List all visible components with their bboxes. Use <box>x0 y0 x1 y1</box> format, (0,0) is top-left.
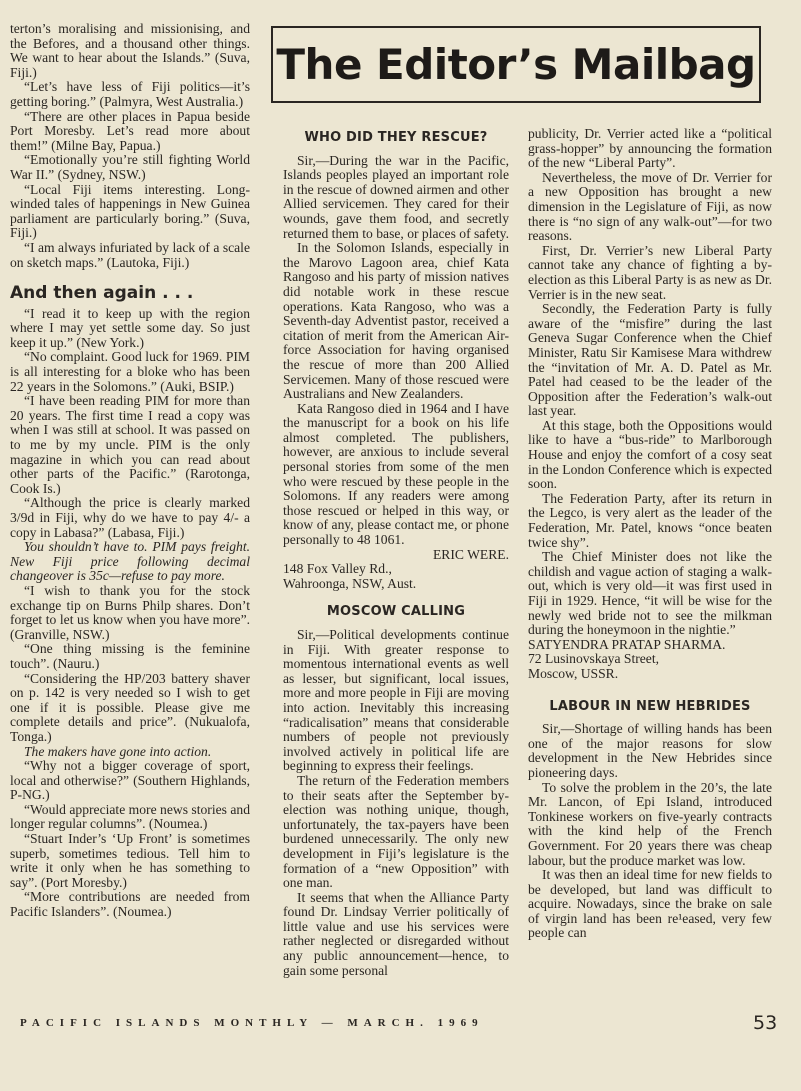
letter-heading-moscow-calling: MOSCOW CALLING <box>326 604 466 620</box>
paragraph: You shouldn’t have to. PIM pays freight. New Fiji price following decimal changeover is 35c—refuse to pay more. <box>10 539 250 584</box>
paragraph: First, Dr. Verrier’s new Liberal Party cannot take any chance of fighting a by-election as this Liberal Party is as new as Dr. Verrier is in the new seat. <box>528 242 772 302</box>
letter-signature: SATYENDRA PRATAP SHARMA. <box>528 636 726 652</box>
paragraph: Sir,—Shortage of willing hands has been one of the major reasons for slow development in the New Hebrides since pioneering days. <box>528 721 772 780</box>
paragraph: It seems that when the Alliance Party found Dr. Lindsay Verrier politically of little value and use his services were rather neglected or disregarded without any public announcement—hence, to gain some personal <box>283 889 509 978</box>
paragraph: “I read it to keep up with the region where I may yet settle some day. So just keep it up.” (New York.) <box>10 305 250 350</box>
paragraph: “No complaint. Good luck for 1969. PIM is all interesting for a bloke who has been 22 years in the Solomons.” (Auki, BSIP.) <box>10 349 250 394</box>
paragraph: The Federation Party, after its return in the Legco, is very alert as the leader of the Federation, Mr. Patel, knows “once beaten twice shy”. <box>528 490 772 550</box>
letter-body-labour <box>528 722 772 941</box>
paragraph: “More contributions are needed from Pacific Islanders”. (Noumea.) <box>10 889 250 920</box>
paragraph: In the Solomon Islands, especially in the Marovo Lagoon area, chief Kata Rangoso and his party of mission natives did notable work in these rescue operations. Kata Rangoso, who was a Seventh-day Adventist pastor, received a citation of merit from the American Air-force Association for having organised the rescue of more than 200 Allied Servicemen. Many of those rescued were Australians and New Zealanders. <box>283 240 509 402</box>
paragraph: It was then an ideal time for new fields to be developed, but land was difficult to acquire. Nowadays, since the brake on sale of virgin land has been re¹eased, very few people can <box>528 867 772 941</box>
page-number: 53 <box>753 1012 778 1034</box>
paragraph: publicity, Dr. Verrier acted like a “political grass-hopper” by announcing the formation of the new “Liberal Party”. <box>528 126 772 171</box>
paragraph: “One thing missing is the feminine touch”. (Nauru.) <box>10 641 250 671</box>
paragraph: Nevertheless, the move of Dr. Verrier for a new Opposition has brought a new dimension in the Legislature of Fiji, as now there is “no sign of any walk-out”—for two reasons. <box>528 169 772 244</box>
paragraph: “Local Fiji items interesting. Long-winded tales of happenings in New Guinea parliament are particularly boring.” (Suva, Fiji.) <box>10 181 250 241</box>
paragraph: Secondly, the Federation Party is fully aware of the “misfire” during the last Geneva Sugar Conference when the Chief Minister, Ratu Sir Kamisese Mara withdrew the “invitation of Mr. A. D. Patel as Mr. Patel had ceased to be the leader of the Opposition after the Federation’s walk-out last year. <box>528 301 772 419</box>
paragraph: Sir,—Political developments continue in Fiji. With greater response to momentous international events as well as lesser, but significant, local issues, more and more people in Fiji are moving into action. Inevitably this increasing “radicalisation” means that considerable numbers of people not previously involved actively in political life are beginning to express their feelings. <box>283 627 509 774</box>
paragraph: “Emotionally you’re still fighting World War II.” (Sydney, NSW.) <box>10 152 250 182</box>
letter-heading-who-did-they-rescue: WHO DID THEY RESCUE? <box>304 130 488 145</box>
letter-body-moscow <box>283 628 509 978</box>
paragraph: “Why not a bigger coverage of sport, local and otherwise?” (Southern Highlands, P-NG.) <box>10 758 250 803</box>
letter-heading-labour-in-new-hebrides: LABOUR IN NEW HEBRIDES <box>549 698 751 714</box>
letter-address-line: Moscow, USSR. <box>528 665 619 681</box>
paragraph: “Let’s have less of Fiji politics—it’s getting boring.” (Palmyra, West Australia.) <box>10 79 250 109</box>
paragraph: To solve the problem in the 20’s, the late Mr. Lancon, of Epi Island, introduced Tonkinese workers on five-yearly contracts with the kind help of the French Government. For 20 years there was cheap labour, but the produce market was low. <box>528 779 772 868</box>
paragraph: The return of the Federation members to their seats after the September by-election was nothing unique, though, unfortunately, the tax-payers have been burdened unnecessarily. The only new development in Fiji’s legislature is the formation of a “new Opposition” with one man. <box>283 772 509 891</box>
paragraph: “Stuart Inder’s ‘Up Front’ is sometimes superb, sometimes tedious. Tell him to write it only when he has something to say”. (Port Moresby.) <box>10 831 250 890</box>
paragraph: “Although the price is clearly marked 3/9d in Fiji, why do we have to pay 4/- a copy in Labasa?” (Labasa, Fiji.) <box>10 495 250 540</box>
paragraph: “I have been reading PIM for more than 20 years. The first time I read a copy was when I was still at school. It was passed on to me by my uncle. PIM is the only magazine in which you can read about other parts of the Pacific.” (Rarotonga, Cook Is.) <box>10 393 250 496</box>
page-title: The Editor’s Mailbag <box>276 40 756 89</box>
letter-body-rescue <box>283 154 509 548</box>
letter-signature: ERIC WERE. <box>432 546 509 562</box>
paragraph: “I am always infuriated by lack of a scale on sketch maps.” (Lautoka, Fiji.) <box>10 239 250 270</box>
paragraph: The Chief Minister does not like the childish and vague action of staging a walk-out, which is very old—it was first used in Fiji in 1929. Hence, “it will be wise for the newly wed bride not to see the milkman during the honeymoon in the nightie.” <box>528 549 772 638</box>
left-column <box>10 22 250 920</box>
middle-column <box>283 127 509 978</box>
paragraph: “Considering the HP/203 battery shaver on p. 142 is very needed so I wish to get one if it is possible. Please give me complete details and price”. (Nukualofa, Tonga.) <box>10 670 250 744</box>
reader-comments-top <box>10 22 250 270</box>
letter-address-line: 72 Lusinovskaya Street, <box>528 651 660 667</box>
masthead-box <box>271 26 761 103</box>
paragraph: “I wish to thank you for the stock exchange tip on Burns Philp shares. Don’t forget to let us know when you have more”. (Granville, NSW.) <box>10 582 250 642</box>
right-column <box>528 127 772 941</box>
footer-publication-line: PACIFIC ISLANDS MONTHLY — MARCH. 1969 <box>20 1017 484 1029</box>
paragraph: terton’s moralising and missionising, and the Befores, and a thousand other things. We want to hear about the Islands.” (Suva, Fiji.) <box>10 21 250 80</box>
paragraph: At this stage, both the Oppositions would like to have a “bus-ride” to Marlborough House and enjoy the comfort of a cosy seat in the London Conference which is expected soon. <box>528 417 772 492</box>
letter-body-moscow-continued <box>528 127 772 638</box>
section-heading-and-then-again: And then again . . . <box>10 283 194 304</box>
paragraph: “There are other places in Papua beside Port Moresby. Let’s read more about them!” (Milne Bay, Papua.) <box>10 108 250 153</box>
paragraph: Kata Rangoso died in 1964 and I have the manuscript for a book on his life almost completed. The publishers, however, are anxious to include several personal stories from some of the men who were rescued by these people in the Solomons. If any readers were among those rescued or helped in this way, or know of any, please contact me, or phone personally to 48 1061. <box>283 400 509 548</box>
paragraph: The makers have gone into action. <box>24 743 212 759</box>
paragraph: “Would appreciate more news stories and longer regular columns”. (Noumea.) <box>10 801 250 832</box>
reader-comments-bottom <box>10 307 250 920</box>
paragraph: Sir,—During the war in the Pacific, Islands peoples played an important role in the rescue of downed airmen and other Allied servicemen. They cared for their wounds, gave them food, and secretly returned them to base, or places of safety. <box>283 152 509 241</box>
letter-address-line: Wahroonga, NSW, Aust. <box>283 575 417 591</box>
letter-address-line: 148 Fox Valley Rd., <box>283 561 392 577</box>
